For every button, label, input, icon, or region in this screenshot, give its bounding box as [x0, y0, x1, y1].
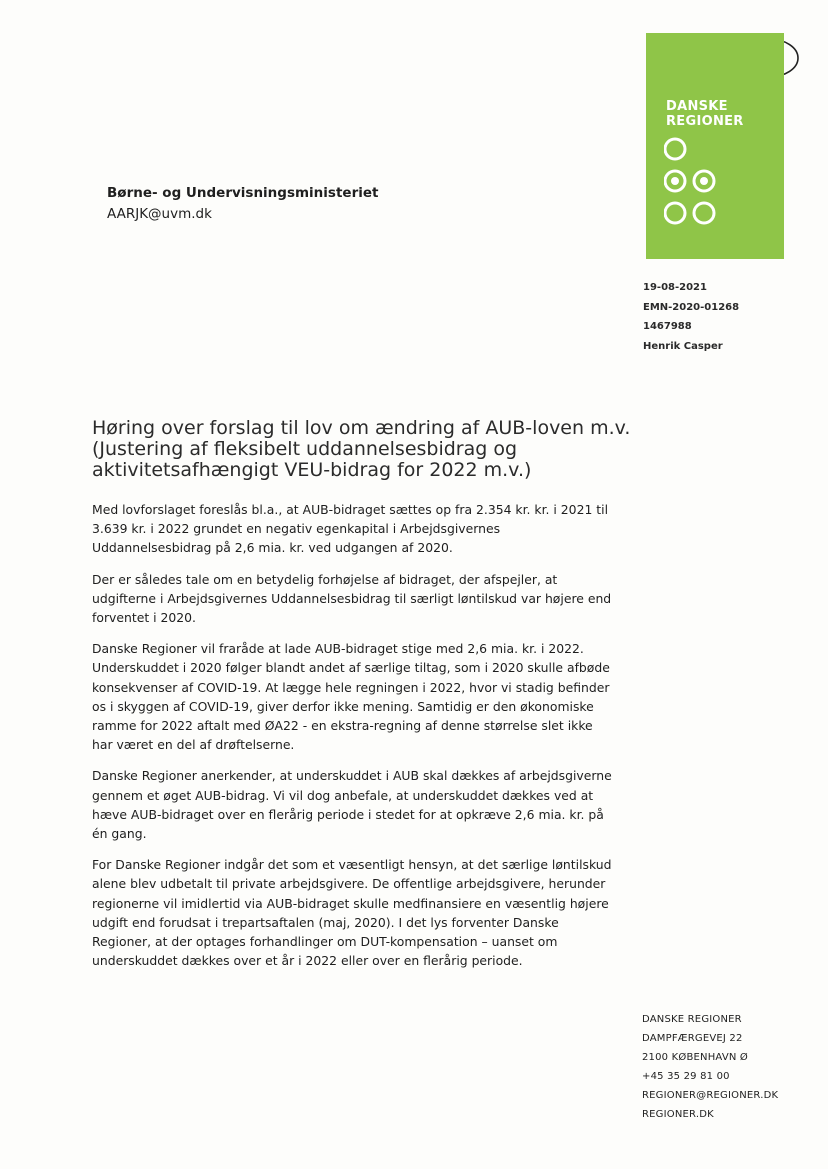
meta-author: Henrik Casper	[643, 340, 723, 352]
footer-org: DANSKE REGIONER	[642, 1014, 742, 1025]
document-meta	[643, 278, 739, 356]
meta-case-number: EMN-2020-01268	[643, 301, 740, 313]
paragraph: Med lovforslaget foreslås bl.a., at AUB-bidraget sættes op fra 2.354 kr. kr. i 2021 til 3.639 kr. i 2022 grundet en negativ egenkapital i Arbejdsgivernes Uddannelsesbidrag på 2,6 mia. kr. ved udgangen af 2020.	[92, 502, 609, 556]
paragraph: Der er således tale om en betydelig forhøjelse af bidraget, der afspejler, at udgifterne i Arbejdsgivernes Uddannelsesbidrag til særligt løntilskud var højere end forventet i 2020.	[92, 571, 612, 626]
logo-text-line2: REGIONER	[666, 114, 744, 129]
title-line2: (Justering af fleksibelt uddannelsesbidrag og	[92, 438, 518, 460]
footer-street: DAMPFÆRGEVEJ 22	[642, 1033, 743, 1044]
logo-rings-icon	[664, 133, 724, 233]
paragraph: Danske Regioner anerkender, at underskuddet i AUB skal dækkes af arbejdsgiverne gennem et øget AUB-bidrag. Vi vil dog anbefale, at underskuddet dækkes ved at hæve AUB-bidraget over en flerårig periode i stedet for at opkræve 2,6 mia. kr. på én gang.	[92, 768, 612, 842]
recipient-email: AARJK@uvm.dk	[107, 206, 212, 222]
document-title	[92, 417, 631, 481]
title-line1: Høring over forslag til lov om ændring af AUB-loven m.v.	[92, 417, 631, 439]
recipient-name: Børne- og Undervisningsministeriet	[107, 185, 379, 201]
recipient-block	[107, 183, 378, 225]
footer-city: 2100 KØBENHAVN Ø	[642, 1052, 749, 1063]
footer-phone: +45 35 29 81 00	[642, 1071, 730, 1082]
body-text	[92, 500, 614, 982]
danske-regioner-logo	[646, 33, 784, 259]
footer-web: REGIONER.DK	[642, 1109, 714, 1120]
footer-email: REGIONER@REGIONER.DK	[642, 1090, 779, 1101]
paragraph: Danske Regioner vil fraråde at lade AUB-bidraget stige med 2,6 mia. kr. i 2022. Underskuddet i 2020 følger blandt andet af særlige tiltag, som i 2020 skulle afbøde konsekvenser af COVID-19. At lægge hele regningen i 2022, hvor vi stadig befinder os i skyggen af COVID-19, giver derfor ikke mening. Samtidig er den økonomiske ramme for 2022 aftalt med ØA22 - en ekstra-regning af denne størrelse slet ikke har været en del af drøftelserne.	[92, 641, 610, 753]
meta-document-number: 1467988	[643, 321, 692, 332]
title-line3: aktivitetsafhængigt VEU-bidrag for 2022 m.v.)	[92, 459, 532, 481]
logo-text	[666, 99, 744, 129]
paragraph: For Danske Regioner indgår det som et væsentligt hensyn, at det særlige løntilskud alene blev udbetalt til private arbejdsgivere. De offentlige arbejdsgivere, herunder regionerne vil imidlertid via AUB-bidraget skulle medfinansiere en væsentlig højere udgift end forudsat i trepartsaftalen (maj, 2020). I det lys forventer Danske Regioner, at der optages forhandlinger om DUT-kompensation – uanset om underskuddet dækkes over et år i 2022 eller over en flerårig periode.	[92, 857, 612, 969]
footer-address	[642, 1010, 778, 1124]
meta-date: 19-08-2021	[643, 282, 707, 293]
logo-text-line1: DANSKE	[666, 99, 728, 114]
